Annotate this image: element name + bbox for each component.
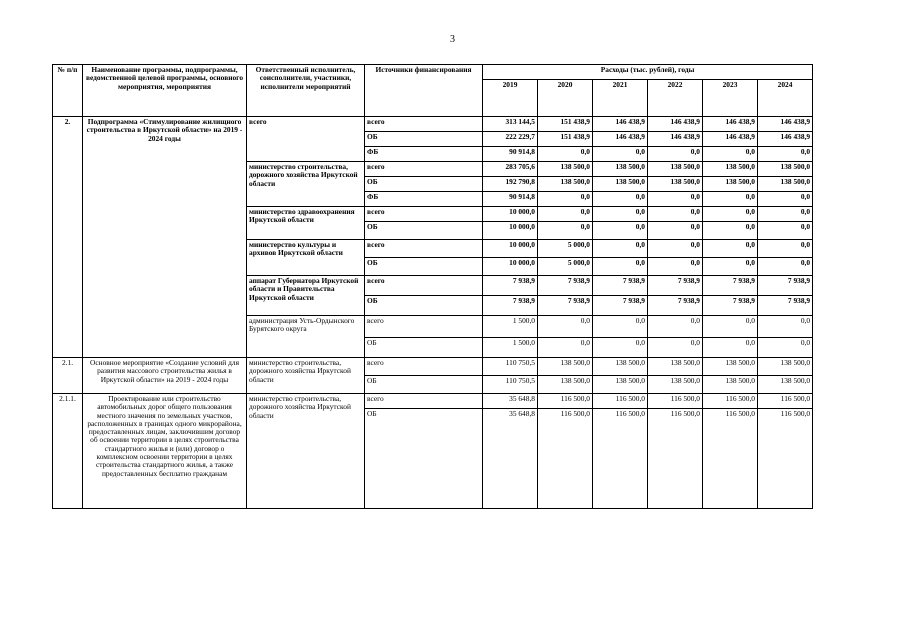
amount-cell: 7 938,9 bbox=[758, 276, 813, 296]
amount-cell: 0,0 bbox=[703, 207, 758, 222]
amount-cell: 110 750,5 bbox=[483, 376, 538, 394]
amount-cell: 0,0 bbox=[538, 192, 593, 207]
funding-source: всего bbox=[365, 240, 483, 258]
table-row bbox=[53, 358, 813, 376]
section-number: 2. bbox=[53, 117, 83, 358]
amount-cell: 0,0 bbox=[593, 316, 648, 338]
amount-cell: 0,0 bbox=[703, 192, 758, 207]
amount-cell: 5 000,0 bbox=[538, 240, 593, 258]
funding-source: всего bbox=[365, 276, 483, 296]
executor: министерство культуры и архивов Иркутской области bbox=[247, 240, 365, 276]
funding-source: ОБ bbox=[365, 222, 483, 240]
amount-cell: 10 000,0 bbox=[483, 240, 538, 258]
page-number: 3 bbox=[450, 34, 455, 45]
funding-source: всего bbox=[365, 162, 483, 177]
header-year: 2020 bbox=[538, 80, 593, 117]
amount-cell: 116 500,0 bbox=[703, 394, 758, 409]
amount-cell: 138 500,0 bbox=[648, 177, 703, 192]
amount-cell: 138 500,0 bbox=[593, 376, 648, 394]
executor: администрация Усть-Ордынского Бурятского округа bbox=[247, 316, 365, 358]
funding-source: ОБ bbox=[365, 258, 483, 276]
amount-cell: 138 500,0 bbox=[703, 358, 758, 376]
amount-cell: 110 750,5 bbox=[483, 358, 538, 376]
header-funding-source: Источники финансирования bbox=[365, 65, 483, 117]
header-year: 2022 bbox=[648, 80, 703, 117]
amount-cell: 146 438,9 bbox=[593, 117, 648, 132]
section-number: 2.1.1. bbox=[53, 394, 83, 509]
amount-cell: 116 500,0 bbox=[538, 409, 593, 509]
amount-cell: 7 938,9 bbox=[703, 276, 758, 296]
amount-cell: 116 500,0 bbox=[648, 409, 703, 509]
amount-cell: 116 500,0 bbox=[758, 409, 813, 509]
amount-cell: 1 500,0 bbox=[483, 316, 538, 338]
amount-cell: 7 938,9 bbox=[483, 296, 538, 316]
amount-cell: 138 500,0 bbox=[593, 177, 648, 192]
amount-cell: 0,0 bbox=[703, 240, 758, 258]
executor: аппарат Губернатора Иркутской области и Правительства Иркутской области bbox=[247, 276, 365, 316]
amount-cell: 313 144,5 bbox=[483, 117, 538, 132]
amount-cell: 7 938,9 bbox=[703, 296, 758, 316]
amount-cell: 138 500,0 bbox=[703, 376, 758, 394]
amount-cell: 146 438,9 bbox=[758, 132, 813, 147]
section-name: Проектирование или строительство автомобильных дорог общего пользования местного значения по земельных участков, расположенных в границах одного микрорайона, предоставленных лицам, заключившим договор об освоении территории в целях строительства стандартного жилья и (или) договор о комплексном освоении территории в целях строительства стандартного жилья, а также предоставленных бесплатно гражданам bbox=[83, 394, 247, 509]
amount-cell: 146 438,9 bbox=[703, 132, 758, 147]
amount-cell: 0,0 bbox=[703, 147, 758, 162]
amount-cell: 116 500,0 bbox=[758, 394, 813, 409]
amount-cell: 138 500,0 bbox=[758, 162, 813, 177]
amount-cell: 7 938,9 bbox=[648, 296, 703, 316]
amount-cell: 116 500,0 bbox=[648, 394, 703, 409]
funding-source: ОБ bbox=[365, 376, 483, 394]
amount-cell: 283 705,6 bbox=[483, 162, 538, 177]
amount-cell: 151 438,9 bbox=[538, 117, 593, 132]
executor: министерство строительства, дорожного хозяйства Иркутской области bbox=[247, 394, 365, 509]
financing-table bbox=[52, 64, 813, 509]
funding-source: ФБ bbox=[365, 147, 483, 162]
amount-cell: 0,0 bbox=[703, 258, 758, 276]
amount-cell: 146 438,9 bbox=[703, 117, 758, 132]
amount-cell: 0,0 bbox=[758, 207, 813, 222]
amount-cell: 90 914,8 bbox=[483, 192, 538, 207]
executor: министерство здравоохранения Иркутской области bbox=[247, 207, 365, 240]
amount-cell: 0,0 bbox=[648, 316, 703, 338]
amount-cell: 0,0 bbox=[758, 258, 813, 276]
amount-cell: 138 500,0 bbox=[703, 177, 758, 192]
amount-cell: 146 438,9 bbox=[593, 132, 648, 147]
amount-cell: 138 500,0 bbox=[648, 358, 703, 376]
amount-cell: 138 500,0 bbox=[758, 376, 813, 394]
executor: министерство строительства, дорожного хозяйства Иркутской области bbox=[247, 162, 365, 207]
amount-cell: 222 229,7 bbox=[483, 132, 538, 147]
amount-cell: 0,0 bbox=[648, 207, 703, 222]
amount-cell: 138 500,0 bbox=[758, 358, 813, 376]
amount-cell: 138 500,0 bbox=[593, 358, 648, 376]
header-expenses: Расходы (тыс. рублей), годы bbox=[483, 65, 813, 80]
funding-source: всего bbox=[365, 207, 483, 222]
amount-cell: 138 500,0 bbox=[648, 376, 703, 394]
amount-cell: 0,0 bbox=[758, 316, 813, 338]
amount-cell: 116 500,0 bbox=[593, 394, 648, 409]
amount-cell: 0,0 bbox=[538, 338, 593, 358]
amount-cell: 138 500,0 bbox=[538, 162, 593, 177]
amount-cell: 35 648,8 bbox=[483, 394, 538, 409]
amount-cell: 151 438,9 bbox=[538, 132, 593, 147]
amount-cell: 0,0 bbox=[758, 222, 813, 240]
header-executor: Ответственный исполнитель, соисполнители, участники, исполнители мероприятий bbox=[247, 65, 365, 117]
amount-cell: 0,0 bbox=[758, 338, 813, 358]
amount-cell: 0,0 bbox=[593, 147, 648, 162]
funding-source: ОБ bbox=[365, 409, 483, 509]
amount-cell: 0,0 bbox=[538, 207, 593, 222]
section-name: Подпрограмма «Стимулирование жилищного строительства в Иркутской области» на 2019 - 2024 годы bbox=[83, 117, 247, 358]
amount-cell: 138 500,0 bbox=[593, 162, 648, 177]
amount-cell: 0,0 bbox=[758, 147, 813, 162]
amount-cell: 35 648,8 bbox=[483, 409, 538, 509]
header-year: 2021 bbox=[593, 80, 648, 117]
amount-cell: 116 500,0 bbox=[593, 409, 648, 509]
amount-cell: 0,0 bbox=[593, 207, 648, 222]
amount-cell: 0,0 bbox=[593, 338, 648, 358]
amount-cell: 0,0 bbox=[648, 258, 703, 276]
amount-cell: 138 500,0 bbox=[758, 177, 813, 192]
executor: всего bbox=[247, 117, 365, 162]
header-year: 2019 bbox=[483, 80, 538, 117]
amount-cell: 0,0 bbox=[648, 240, 703, 258]
amount-cell: 0,0 bbox=[703, 222, 758, 240]
amount-cell: 0,0 bbox=[758, 240, 813, 258]
funding-source: ОБ bbox=[365, 177, 483, 192]
amount-cell: 138 500,0 bbox=[538, 376, 593, 394]
amount-cell: 192 790,8 bbox=[483, 177, 538, 192]
amount-cell: 10 000,0 bbox=[483, 207, 538, 222]
amount-cell: 5 000,0 bbox=[538, 258, 593, 276]
amount-cell: 7 938,9 bbox=[593, 276, 648, 296]
section-number: 2.1. bbox=[53, 358, 83, 394]
amount-cell: 10 000,0 bbox=[483, 258, 538, 276]
amount-cell: 0,0 bbox=[593, 240, 648, 258]
amount-cell: 0,0 bbox=[593, 258, 648, 276]
header-year: 2023 bbox=[703, 80, 758, 117]
amount-cell: 0,0 bbox=[648, 222, 703, 240]
amount-cell: 7 938,9 bbox=[538, 276, 593, 296]
header-program-name: Наименование программы, подпрограммы, ведомственной целевой программы, основного мероприятия, мероприятия bbox=[83, 65, 247, 117]
table-row bbox=[53, 117, 813, 132]
funding-source: всего bbox=[365, 316, 483, 338]
amount-cell: 138 500,0 bbox=[703, 162, 758, 177]
amount-cell: 1 500,0 bbox=[483, 338, 538, 358]
amount-cell: 7 938,9 bbox=[648, 276, 703, 296]
executor: министерство строительства, дорожного хозяйства Иркутской области bbox=[247, 358, 365, 394]
amount-cell: 0,0 bbox=[758, 192, 813, 207]
funding-source: всего bbox=[365, 117, 483, 132]
table-row bbox=[53, 394, 813, 409]
amount-cell: 0,0 bbox=[648, 147, 703, 162]
amount-cell: 146 438,9 bbox=[648, 117, 703, 132]
amount-cell: 0,0 bbox=[648, 192, 703, 207]
amount-cell: 7 938,9 bbox=[483, 276, 538, 296]
amount-cell: 146 438,9 bbox=[648, 132, 703, 147]
amount-cell: 7 938,9 bbox=[593, 296, 648, 316]
amount-cell: 116 500,0 bbox=[703, 409, 758, 509]
amount-cell: 0,0 bbox=[703, 316, 758, 338]
amount-cell: 138 500,0 bbox=[538, 177, 593, 192]
amount-cell: 146 438,9 bbox=[758, 117, 813, 132]
amount-cell: 0,0 bbox=[648, 338, 703, 358]
funding-source: ФБ bbox=[365, 192, 483, 207]
funding-source: ОБ bbox=[365, 296, 483, 316]
section-name: Основное мероприятие «Создание условий для развития массового строительства жилья в Иркутской области» на 2019 - 2024 годы bbox=[83, 358, 247, 394]
amount-cell: 0,0 bbox=[593, 222, 648, 240]
amount-cell: 7 938,9 bbox=[758, 296, 813, 316]
amount-cell: 90 914,8 bbox=[483, 147, 538, 162]
amount-cell: 138 500,0 bbox=[648, 162, 703, 177]
amount-cell: 0,0 bbox=[538, 222, 593, 240]
funding-source: ОБ bbox=[365, 132, 483, 147]
funding-source: всего bbox=[365, 394, 483, 409]
amount-cell: 10 000,0 bbox=[483, 222, 538, 240]
funding-source: всего bbox=[365, 358, 483, 376]
amount-cell: 0,0 bbox=[703, 338, 758, 358]
amount-cell: 0,0 bbox=[538, 316, 593, 338]
amount-cell: 0,0 bbox=[538, 147, 593, 162]
amount-cell: 7 938,9 bbox=[538, 296, 593, 316]
header-year: 2024 bbox=[758, 80, 813, 117]
header-number: № п/п bbox=[53, 65, 83, 117]
amount-cell: 138 500,0 bbox=[538, 358, 593, 376]
funding-source: ОБ bbox=[365, 338, 483, 358]
amount-cell: 116 500,0 bbox=[538, 394, 593, 409]
amount-cell: 0,0 bbox=[593, 192, 648, 207]
